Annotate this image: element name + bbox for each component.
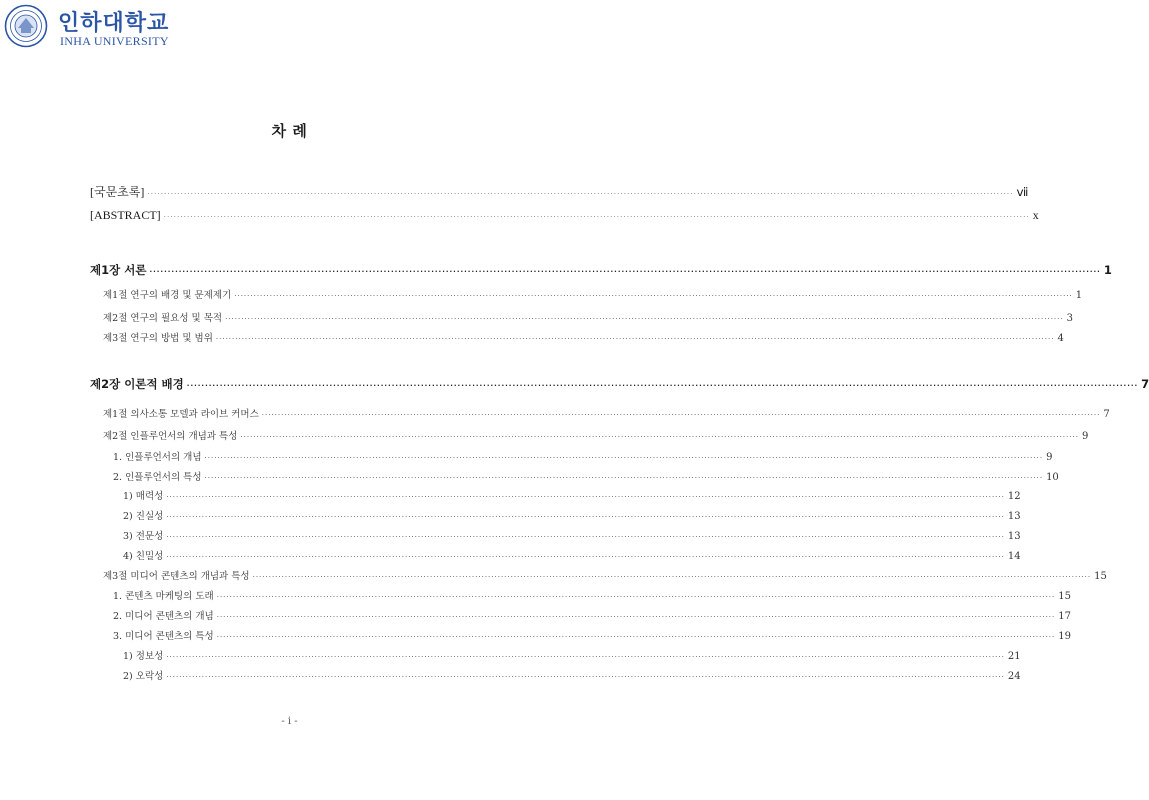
toc-entry-section bbox=[103, 428, 1089, 444]
toc-entry-page: 15 bbox=[1094, 571, 1107, 582]
toc-entry-page: 17 bbox=[1058, 611, 1071, 622]
dot-leader: ···································································································································································································································································· bbox=[216, 613, 1056, 621]
toc-entry-label: 제3절 미디어 콘텐츠의 개념과 특성 bbox=[103, 571, 250, 582]
toc-entry-sub bbox=[113, 588, 1071, 604]
toc-entry-page: 1 bbox=[1075, 290, 1083, 301]
toc-entry-sub bbox=[113, 469, 1059, 485]
toc-entry-page: 13 bbox=[1007, 531, 1021, 542]
toc-entry-page: 3 bbox=[1066, 313, 1073, 324]
toc-entry-page: 12 bbox=[1007, 491, 1021, 502]
toc-entry-label: 2. 미디어 콘텐츠의 개념 bbox=[113, 611, 214, 622]
toc-entry-section bbox=[103, 287, 1083, 303]
toc-entry-label: 제2절 연구의 필요성 및 목적 bbox=[103, 313, 223, 324]
dot-leader: ···································································································································································································································································· bbox=[234, 292, 1073, 300]
toc-entry-label: [ABSTRACT] bbox=[90, 208, 161, 222]
toc-entry-label: [국문초록] bbox=[90, 185, 145, 199]
dot-leader: ···································································································································································································································································· bbox=[240, 433, 1079, 441]
toc-entry-section bbox=[103, 406, 1110, 422]
dot-leader: ···································································································································································································································································· bbox=[149, 268, 1101, 276]
page-number-footer: - i - bbox=[281, 716, 298, 727]
university-name-english: INHA UNIVERSITY bbox=[60, 34, 169, 48]
toc-title: 차 례 bbox=[271, 122, 308, 140]
toc-entry-chapter bbox=[90, 376, 1149, 392]
dot-leader: ···································································································································································································································································· bbox=[166, 673, 1005, 681]
toc-entry-label: 4) 친밀성 bbox=[123, 551, 164, 562]
toc-entry-item bbox=[123, 488, 1021, 504]
toc-entry-label: 제2절 인플루언서의 개념과 특성 bbox=[103, 431, 238, 442]
dot-leader: ···································································································································································································································································· bbox=[225, 315, 1064, 323]
toc-entry-label: 제3절 연구의 방법 및 범위 bbox=[103, 333, 213, 344]
dot-leader: ···································································································································································································································································· bbox=[147, 190, 1014, 198]
toc-entry-label: 제1절 의사소통 모델과 라이브 커머스 bbox=[103, 409, 259, 420]
toc-entry-front bbox=[90, 208, 1039, 224]
dot-leader: ···································································································································································································································································· bbox=[204, 474, 1044, 482]
toc-entry-page: 10 bbox=[1046, 472, 1059, 483]
dot-leader: ···································································································································································································································································· bbox=[215, 335, 1055, 343]
dot-leader: ···································································································································································································································································· bbox=[186, 382, 1139, 390]
toc-entry-page: 7 bbox=[1103, 409, 1110, 420]
toc-entry-label: 3) 전문성 bbox=[123, 531, 164, 542]
university-name-korean: 인하대학교 bbox=[58, 11, 170, 36]
toc-entry-sub bbox=[113, 449, 1053, 465]
dot-leader: ···································································································································································································································································· bbox=[261, 411, 1101, 419]
university-seal-icon bbox=[4, 4, 48, 48]
toc-entry-front bbox=[90, 183, 1029, 199]
toc-entry-section bbox=[103, 310, 1073, 326]
dot-leader: ···································································································································································································································································· bbox=[216, 633, 1056, 641]
toc-entry-item bbox=[123, 668, 1021, 684]
toc-entry-page: 9 bbox=[1081, 431, 1089, 442]
toc-entry-page: 21 bbox=[1007, 651, 1021, 662]
toc-entry-page: x bbox=[1032, 208, 1039, 222]
toc-entry-page: 7 bbox=[1141, 377, 1149, 391]
toc-entry-item bbox=[123, 648, 1021, 664]
toc-entry-page: 15 bbox=[1058, 591, 1071, 602]
toc-entry-label: 1. 인플루언서의 개념 bbox=[113, 452, 202, 463]
dot-leader: ···································································································································································································································································· bbox=[252, 573, 1092, 581]
toc-entry-label: 2) 진실성 bbox=[123, 511, 164, 522]
dot-leader: ···································································································································································································································································· bbox=[166, 493, 1005, 501]
toc-entry-chapter bbox=[90, 262, 1112, 278]
dot-leader: ···································································································································································································································································· bbox=[166, 653, 1005, 661]
toc-entry-section bbox=[103, 330, 1064, 346]
toc-entry-label: 1) 매력성 bbox=[123, 491, 164, 502]
toc-entry-page: 4 bbox=[1057, 333, 1064, 344]
toc-entry-page: ⅶ bbox=[1016, 185, 1029, 199]
dot-leader: ···································································································································································································································································· bbox=[166, 533, 1005, 541]
toc-entry-item bbox=[123, 548, 1021, 564]
university-logo bbox=[4, 4, 204, 48]
dot-leader: ···································································································································································································································································· bbox=[216, 593, 1056, 601]
toc-entry-page: 9 bbox=[1046, 452, 1053, 463]
toc-entry-page: 13 bbox=[1007, 511, 1021, 522]
toc-entry-item bbox=[123, 508, 1021, 524]
toc-entry-page: 19 bbox=[1058, 631, 1071, 642]
toc-entry-label: 2. 인플루언서의 특성 bbox=[113, 472, 202, 483]
dot-leader: ···································································································································································································································································· bbox=[163, 213, 1030, 221]
dot-leader: ···································································································································································································································································· bbox=[166, 553, 1005, 561]
toc-entry-label: 3. 미디어 콘텐츠의 특성 bbox=[113, 631, 214, 642]
toc-entry-page: 1 bbox=[1103, 263, 1112, 277]
toc-entry-label: 제1절 연구의 배경 및 문제제기 bbox=[103, 290, 232, 301]
toc-entry-page: 24 bbox=[1007, 671, 1021, 682]
toc-entry-item bbox=[123, 528, 1021, 544]
toc-entry-sub bbox=[113, 628, 1071, 644]
toc-entry-label: 1) 정보성 bbox=[123, 651, 164, 662]
toc-entry-section bbox=[103, 568, 1107, 584]
toc-entry-label: 1. 콘텐츠 마케팅의 도래 bbox=[113, 591, 214, 602]
toc-entry-label: 제2장 이론적 배경 bbox=[90, 377, 184, 391]
toc-entry-sub bbox=[113, 608, 1071, 624]
dot-leader: ···································································································································································································································································· bbox=[204, 454, 1044, 462]
toc-entry-page: 14 bbox=[1007, 551, 1021, 562]
toc-entry-label: 2) 오락성 bbox=[123, 671, 164, 682]
dot-leader: ···································································································································································································································································· bbox=[166, 513, 1005, 521]
toc-entry-label: 제1장 서론 bbox=[90, 263, 147, 277]
